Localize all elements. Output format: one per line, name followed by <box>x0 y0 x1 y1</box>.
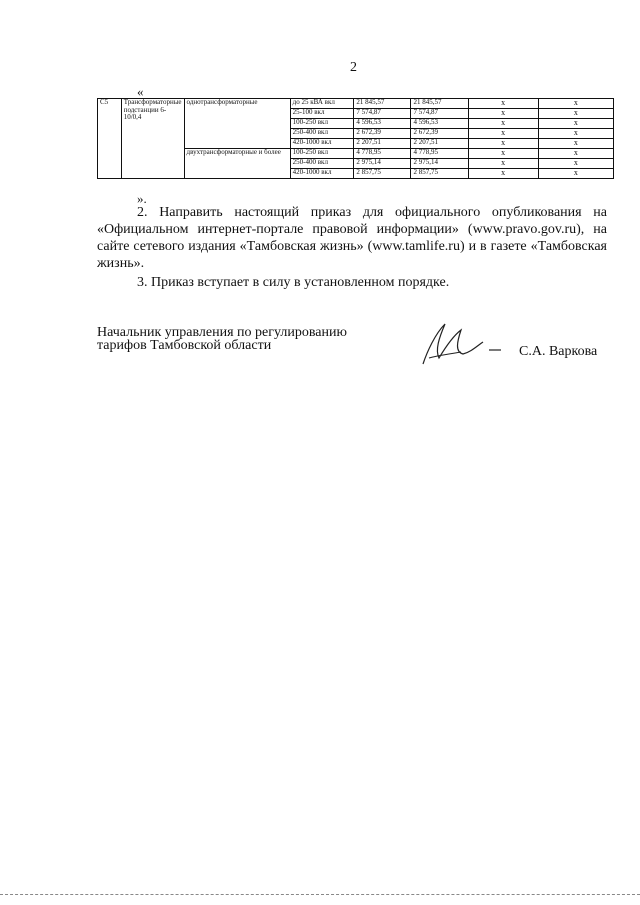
rate-value-cell: 2 672,39 <box>411 129 468 139</box>
empty-mark-cell: х <box>468 109 538 119</box>
empty-mark-cell: х <box>468 149 538 159</box>
transformer-type-cell: двухтрансформаторные и более <box>184 149 290 179</box>
rate-value-cell: 4 596,53 <box>354 119 411 129</box>
rate-value-cell: 2 857,75 <box>354 169 411 179</box>
rate-value-cell: 7 574,87 <box>411 109 468 119</box>
transformer-type-cell: однотрансформаторные <box>184 99 290 149</box>
power-range-cell: до 25 кВА вкл <box>290 99 354 109</box>
signatory-title-line2: тарифов Тамбовской области <box>97 338 272 353</box>
power-range-cell: 250-400 вкл <box>290 159 354 169</box>
rate-value-cell: 4 596,53 <box>411 119 468 129</box>
opening-quote: « <box>137 84 144 99</box>
empty-mark-cell: х <box>538 129 613 139</box>
paragraph-publication: 2. Направить настоящий приказ для официального опубликования на «Официальном интернет-портале правовой информации» (www.pravo.gov.ru), на сайте сетевого издания «Тамбовская жизнь» (www.tamlife.ru) и в газете «Тамбовская жизнь». <box>97 205 607 271</box>
power-range-cell: 420-1000 вкл <box>290 169 354 179</box>
empty-mark-cell: х <box>468 129 538 139</box>
empty-mark-cell: х <box>468 159 538 169</box>
empty-mark-cell: х <box>538 99 613 109</box>
rate-value-cell: 21 845,57 <box>411 99 468 109</box>
empty-mark-cell: х <box>468 139 538 149</box>
rate-value-cell: 2 975,14 <box>354 159 411 169</box>
row-code-cell: С5 <box>98 99 122 179</box>
handwritten-signature <box>405 314 505 374</box>
power-range-cell: 25-100 вкл <box>290 109 354 119</box>
empty-mark-cell: х <box>538 119 613 129</box>
bottom-divider <box>0 894 640 895</box>
rate-value-cell: 21 845,57 <box>354 99 411 109</box>
rate-value-cell: 4 778,95 <box>411 149 468 159</box>
empty-mark-cell: х <box>468 99 538 109</box>
tariff-table <box>97 98 614 179</box>
rate-value-cell: 2 207,51 <box>411 139 468 149</box>
rate-value-cell: 2 975,14 <box>411 159 468 169</box>
empty-mark-cell: х <box>538 109 613 119</box>
signatory-title-line1: Начальник управления по регулированию <box>97 325 347 340</box>
rate-value-cell: 2 672,39 <box>354 129 411 139</box>
signatory-name: С.А. Варкова <box>519 344 598 359</box>
paragraph-effect: 3. Приказ вступает в силу в установленном порядке. <box>137 275 450 290</box>
empty-mark-cell: х <box>538 139 613 149</box>
rate-value-cell: 7 574,87 <box>354 109 411 119</box>
empty-mark-cell: х <box>538 169 613 179</box>
power-range-cell: 100-250 вкл <box>290 119 354 129</box>
rate-value-cell: 4 778,95 <box>354 149 411 159</box>
table-row <box>98 99 614 109</box>
empty-mark-cell: х <box>468 119 538 129</box>
power-range-cell: 420-1000 вкл <box>290 139 354 149</box>
empty-mark-cell: х <box>468 169 538 179</box>
power-range-cell: 250-400 вкл <box>290 129 354 139</box>
category-cell: Трансформаторные подстанции 6-10/0,4 <box>121 99 184 179</box>
signatory-title <box>97 326 347 352</box>
empty-mark-cell: х <box>538 149 613 159</box>
closing-quote: ». <box>137 191 147 206</box>
rate-value-cell: 2 857,75 <box>411 169 468 179</box>
page-number: 2 <box>350 60 357 75</box>
power-range-cell: 100-250 вкл <box>290 149 354 159</box>
empty-mark-cell: х <box>538 159 613 169</box>
rate-value-cell: 2 207,51 <box>354 139 411 149</box>
